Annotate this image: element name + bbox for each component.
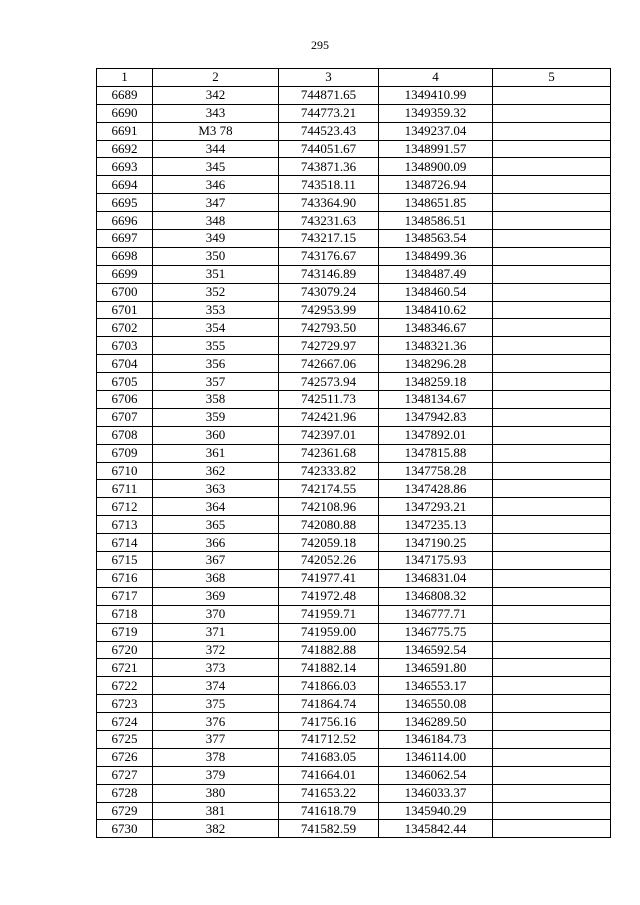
table-cell-col-4: 1348460.54 (379, 283, 493, 301)
table-cell-col-3: 743871.36 (279, 158, 379, 176)
table-cell-col-1: 6708 (97, 426, 153, 444)
table-cell-col-5 (493, 373, 611, 391)
table-cell-col-3: 742573.94 (279, 373, 379, 391)
table-cell-col-3: 741712.52 (279, 730, 379, 748)
table-cell-col-3: 741866.03 (279, 677, 379, 695)
table-cell-col-1: 6705 (97, 373, 153, 391)
table-cell-col-2: 361 (153, 444, 279, 462)
table-cell-col-1: 6713 (97, 516, 153, 534)
table-cell-col-1: 6695 (97, 194, 153, 212)
table-cell-col-1: 6701 (97, 301, 153, 319)
table-cell-col-5 (493, 462, 611, 480)
table-cell-col-4: 1348991.57 (379, 140, 493, 158)
table-cell-col-5 (493, 301, 611, 319)
table-cell-col-4: 1348346.67 (379, 319, 493, 337)
table-cell-col-2: 362 (153, 462, 279, 480)
table-row (97, 373, 611, 391)
table-cell-col-3: 741653.22 (279, 784, 379, 802)
table-row (97, 104, 611, 122)
table-cell-col-3: 743231.63 (279, 212, 379, 230)
table-cell-col-4: 1347175.93 (379, 552, 493, 570)
table-cell-col-1: 6721 (97, 659, 153, 677)
table-cell-col-1: 6694 (97, 176, 153, 194)
table-cell-col-5 (493, 86, 611, 104)
column-header-4: 4 (379, 69, 493, 87)
table-cell-col-4: 1347428.86 (379, 480, 493, 498)
table-cell-col-3: 744871.65 (279, 86, 379, 104)
table-cell-col-1: 6715 (97, 552, 153, 570)
table-cell-col-3: 741977.41 (279, 569, 379, 587)
table-row (97, 641, 611, 659)
table-row (97, 480, 611, 498)
table-row (97, 462, 611, 480)
table-cell-col-3: 742511.73 (279, 391, 379, 409)
table-cell-col-1: 6714 (97, 534, 153, 552)
coordinates-table (96, 68, 611, 838)
table-cell-col-5 (493, 158, 611, 176)
table-cell-col-1: 6704 (97, 355, 153, 373)
table-cell-col-1: 6724 (97, 713, 153, 731)
table-cell-col-4: 1348651.85 (379, 194, 493, 212)
table-cell-col-5 (493, 659, 611, 677)
table-cell-col-5 (493, 230, 611, 248)
table-cell-col-4: 1347758.28 (379, 462, 493, 480)
table-row (97, 247, 611, 265)
table-row (97, 230, 611, 248)
table-cell-col-3: 741882.14 (279, 659, 379, 677)
table-cell-col-5 (493, 355, 611, 373)
table-cell-col-1: 6723 (97, 695, 153, 713)
table-cell-col-5 (493, 265, 611, 283)
table-cell-col-3: 744773.21 (279, 104, 379, 122)
table-cell-col-3: 743217.15 (279, 230, 379, 248)
table-row (97, 516, 611, 534)
table-row (97, 408, 611, 426)
table-row (97, 659, 611, 677)
table-row (97, 86, 611, 104)
table-cell-col-5 (493, 623, 611, 641)
table-cell-col-5 (493, 408, 611, 426)
table-row (97, 713, 611, 731)
table-cell-col-2: 350 (153, 247, 279, 265)
table-cell-col-5 (493, 319, 611, 337)
table-cell-col-1: 6693 (97, 158, 153, 176)
table-cell-col-2: 371 (153, 623, 279, 641)
table-row (97, 820, 611, 838)
table-cell-col-1: 6698 (97, 247, 153, 265)
table-cell-col-5 (493, 713, 611, 731)
table-cell-col-2: 373 (153, 659, 279, 677)
table-cell-col-3: 743176.67 (279, 247, 379, 265)
table-row (97, 677, 611, 695)
table-cell-col-4: 1346591.80 (379, 659, 493, 677)
table-cell-col-4: 1345842.44 (379, 820, 493, 838)
table-cell-col-2: 355 (153, 337, 279, 355)
table-cell-col-4: 1347815.88 (379, 444, 493, 462)
table-row (97, 426, 611, 444)
table-cell-col-1: 6700 (97, 283, 153, 301)
table-row (97, 498, 611, 516)
page-number: 295 (311, 38, 329, 52)
table-cell-col-2: 367 (153, 552, 279, 570)
table-cell-col-5 (493, 605, 611, 623)
table-cell-col-2: 372 (153, 641, 279, 659)
table-cell-col-2: 375 (153, 695, 279, 713)
table-row (97, 140, 611, 158)
table-cell-col-2: 368 (153, 569, 279, 587)
table-cell-col-4: 1346062.54 (379, 766, 493, 784)
table-cell-col-1: 6697 (97, 230, 153, 248)
table-row (97, 337, 611, 355)
table-cell-col-1: 6689 (97, 86, 153, 104)
table-cell-col-1: 6727 (97, 766, 153, 784)
table-cell-col-5 (493, 212, 611, 230)
table-row (97, 748, 611, 766)
table-cell-col-5 (493, 695, 611, 713)
table-cell-col-4: 1348563.54 (379, 230, 493, 248)
table-cell-col-2: 364 (153, 498, 279, 516)
table-cell-col-5 (493, 426, 611, 444)
table-cell-col-1: 6702 (97, 319, 153, 337)
table-cell-col-5 (493, 784, 611, 802)
table-row (97, 212, 611, 230)
table-cell-col-5 (493, 337, 611, 355)
table-cell-col-4: 1346033.37 (379, 784, 493, 802)
table-cell-col-4: 1346775.75 (379, 623, 493, 641)
table-row (97, 176, 611, 194)
table-cell-col-2: 356 (153, 355, 279, 373)
table-cell-col-5 (493, 140, 611, 158)
table-cell-col-4: 1349410.99 (379, 86, 493, 104)
table-cell-col-4: 1346550.08 (379, 695, 493, 713)
table-cell-col-5 (493, 498, 611, 516)
table-cell-col-2: 351 (153, 265, 279, 283)
table-cell-col-5 (493, 391, 611, 409)
table-cell-col-3: 744051.67 (279, 140, 379, 158)
table-cell-col-4: 1348726.94 (379, 176, 493, 194)
table-cell-col-2: 366 (153, 534, 279, 552)
table-cell-col-3: 742080.88 (279, 516, 379, 534)
table-cell-col-2: 369 (153, 587, 279, 605)
table-row (97, 605, 611, 623)
table-cell-col-3: 742421.96 (279, 408, 379, 426)
table-cell-col-4: 1347190.25 (379, 534, 493, 552)
table-cell-col-4: 1347942.83 (379, 408, 493, 426)
table-cell-col-5 (493, 444, 611, 462)
table-cell-col-3: 741959.71 (279, 605, 379, 623)
table-cell-col-4: 1346553.17 (379, 677, 493, 695)
table-cell-col-2: 349 (153, 230, 279, 248)
table-cell-col-1: 6691 (97, 122, 153, 140)
table-cell-col-1: 6722 (97, 677, 153, 695)
table-cell-col-2: 357 (153, 373, 279, 391)
table-row (97, 301, 611, 319)
table-cell-col-3: 741972.48 (279, 587, 379, 605)
table-cell-col-3: 742397.01 (279, 426, 379, 444)
table-cell-col-2: 365 (153, 516, 279, 534)
table-row (97, 534, 611, 552)
table-cell-col-4: 1348487.49 (379, 265, 493, 283)
table-cell-col-3: 741664.01 (279, 766, 379, 784)
table-cell-col-5 (493, 534, 611, 552)
table-cell-col-5 (493, 677, 611, 695)
table-cell-col-4: 1348134.67 (379, 391, 493, 409)
table-row (97, 319, 611, 337)
table-row (97, 283, 611, 301)
table-cell-col-2: 348 (153, 212, 279, 230)
table-cell-col-5 (493, 104, 611, 122)
table-cell-col-4: 1346184.73 (379, 730, 493, 748)
table-cell-col-4: 1346831.04 (379, 569, 493, 587)
table-cell-col-3: 744523.43 (279, 122, 379, 140)
table-cell-col-4: 1347293.21 (379, 498, 493, 516)
table-cell-col-4: 1348410.62 (379, 301, 493, 319)
table-cell-col-4: 1346289.50 (379, 713, 493, 731)
table-cell-col-5 (493, 641, 611, 659)
table-row (97, 265, 611, 283)
table-cell-col-4: 1348900.09 (379, 158, 493, 176)
table-cell-col-3: 741959.00 (279, 623, 379, 641)
table-cell-col-2: 344 (153, 140, 279, 158)
table-cell-col-2: 345 (153, 158, 279, 176)
table-cell-col-4: 1348296.28 (379, 355, 493, 373)
table-cell-col-1: 6706 (97, 391, 153, 409)
table-cell-col-1: 6711 (97, 480, 153, 498)
table-cell-col-3: 741683.05 (279, 748, 379, 766)
table-cell-col-1: 6729 (97, 802, 153, 820)
table-cell-col-1: 6712 (97, 498, 153, 516)
table-row (97, 552, 611, 570)
table-cell-col-1: 6709 (97, 444, 153, 462)
table-cell-col-3: 742729.97 (279, 337, 379, 355)
table-cell-col-3: 742108.96 (279, 498, 379, 516)
table-cell-col-5 (493, 480, 611, 498)
table-cell-col-1: 6718 (97, 605, 153, 623)
column-header-2: 2 (153, 69, 279, 87)
table-cell-col-1: 6719 (97, 623, 153, 641)
table-cell-col-5 (493, 802, 611, 820)
table-cell-col-4: 1348499.36 (379, 247, 493, 265)
table-cell-col-3: 742059.18 (279, 534, 379, 552)
table-cell-col-2: 359 (153, 408, 279, 426)
table-cell-col-5 (493, 587, 611, 605)
table-cell-col-3: 742953.99 (279, 301, 379, 319)
table-cell-col-3: 743518.11 (279, 176, 379, 194)
table-cell-col-3: 742333.82 (279, 462, 379, 480)
table-cell-col-1: 6730 (97, 820, 153, 838)
table-cell-col-2: 370 (153, 605, 279, 623)
table-cell-col-3: 741882.88 (279, 641, 379, 659)
table-cell-col-5 (493, 748, 611, 766)
table-row (97, 158, 611, 176)
table-cell-col-5 (493, 194, 611, 212)
table-cell-col-3: 742052.26 (279, 552, 379, 570)
table-row (97, 623, 611, 641)
table-cell-col-4: 1347892.01 (379, 426, 493, 444)
table-cell-col-4: 1346777.71 (379, 605, 493, 623)
table-cell-col-4: 1346808.32 (379, 587, 493, 605)
table-cell-col-1: 6717 (97, 587, 153, 605)
table-cell-col-1: 6699 (97, 265, 153, 283)
table-row (97, 695, 611, 713)
table-cell-col-3: 742174.55 (279, 480, 379, 498)
table-cell-col-5 (493, 569, 611, 587)
table-cell-col-3: 741864.74 (279, 695, 379, 713)
table-cell-col-1: 6725 (97, 730, 153, 748)
table-cell-col-3: 741582.59 (279, 820, 379, 838)
table-cell-col-5 (493, 176, 611, 194)
table-cell-col-2: 374 (153, 677, 279, 695)
table-cell-col-5 (493, 552, 611, 570)
column-header-1: 1 (97, 69, 153, 87)
table-cell-col-1: 6690 (97, 104, 153, 122)
table-cell-col-3: 743146.89 (279, 265, 379, 283)
table-row (97, 122, 611, 140)
table-row (97, 355, 611, 373)
table-cell-col-5 (493, 766, 611, 784)
table-row (97, 587, 611, 605)
table-cell-col-4: 1348586.51 (379, 212, 493, 230)
table-cell-col-2: 343 (153, 104, 279, 122)
table-cell-col-4: 1345940.29 (379, 802, 493, 820)
table-cell-col-5 (493, 820, 611, 838)
table-cell-col-2: 354 (153, 319, 279, 337)
table-row (97, 194, 611, 212)
table-cell-col-4: 1349237.04 (379, 122, 493, 140)
table-row (97, 802, 611, 820)
table-row (97, 730, 611, 748)
table-cell-col-1: 6696 (97, 212, 153, 230)
table-row (97, 444, 611, 462)
table-cell-col-5 (493, 283, 611, 301)
table-cell-col-1: 6726 (97, 748, 153, 766)
table-row (97, 391, 611, 409)
table-row (97, 784, 611, 802)
table-header-row (97, 69, 611, 87)
table-cell-col-2: 380 (153, 784, 279, 802)
table-cell-col-3: 742667.06 (279, 355, 379, 373)
table-cell-col-2: 353 (153, 301, 279, 319)
table-cell-col-3: 742793.50 (279, 319, 379, 337)
table-cell-col-4: 1348259.18 (379, 373, 493, 391)
table-cell-col-2: 346 (153, 176, 279, 194)
table-cell-col-1: 6692 (97, 140, 153, 158)
table-row (97, 766, 611, 784)
table-cell-col-5 (493, 516, 611, 534)
table-cell-col-2: 379 (153, 766, 279, 784)
table-cell-col-1: 6728 (97, 784, 153, 802)
table-cell-col-4: 1349359.32 (379, 104, 493, 122)
table-cell-col-1: 6710 (97, 462, 153, 480)
table-cell-col-2: 378 (153, 748, 279, 766)
column-header-5: 5 (493, 69, 611, 87)
table-cell-col-2: 376 (153, 713, 279, 731)
table-cell-col-1: 6720 (97, 641, 153, 659)
table-cell-col-3: 741756.16 (279, 713, 379, 731)
table-cell-col-3: 742361.68 (279, 444, 379, 462)
column-header-3: 3 (279, 69, 379, 87)
table-cell-col-2: 377 (153, 730, 279, 748)
table-cell-col-5 (493, 122, 611, 140)
table-cell-col-4: 1348321.36 (379, 337, 493, 355)
table-cell-col-1: 6707 (97, 408, 153, 426)
table-cell-col-3: 741618.79 (279, 802, 379, 820)
table-cell-col-3: 743364.90 (279, 194, 379, 212)
table-cell-col-4: 1346592.54 (379, 641, 493, 659)
table-cell-col-2: 382 (153, 820, 279, 838)
table-row (97, 569, 611, 587)
table-cell-col-1: 6716 (97, 569, 153, 587)
table-cell-col-2: 360 (153, 426, 279, 444)
table-cell-col-2: М3 78 (153, 122, 279, 140)
table-cell-col-2: 342 (153, 86, 279, 104)
table-cell-col-5 (493, 730, 611, 748)
table-cell-col-2: 352 (153, 283, 279, 301)
table-cell-col-2: 363 (153, 480, 279, 498)
table-cell-col-4: 1346114.00 (379, 748, 493, 766)
table-cell-col-4: 1347235.13 (379, 516, 493, 534)
table-cell-col-3: 743079.24 (279, 283, 379, 301)
table-body (97, 86, 611, 837)
table-cell-col-1: 6703 (97, 337, 153, 355)
table-cell-col-5 (493, 247, 611, 265)
table-cell-col-2: 381 (153, 802, 279, 820)
table-cell-col-2: 358 (153, 391, 279, 409)
table-cell-col-2: 347 (153, 194, 279, 212)
